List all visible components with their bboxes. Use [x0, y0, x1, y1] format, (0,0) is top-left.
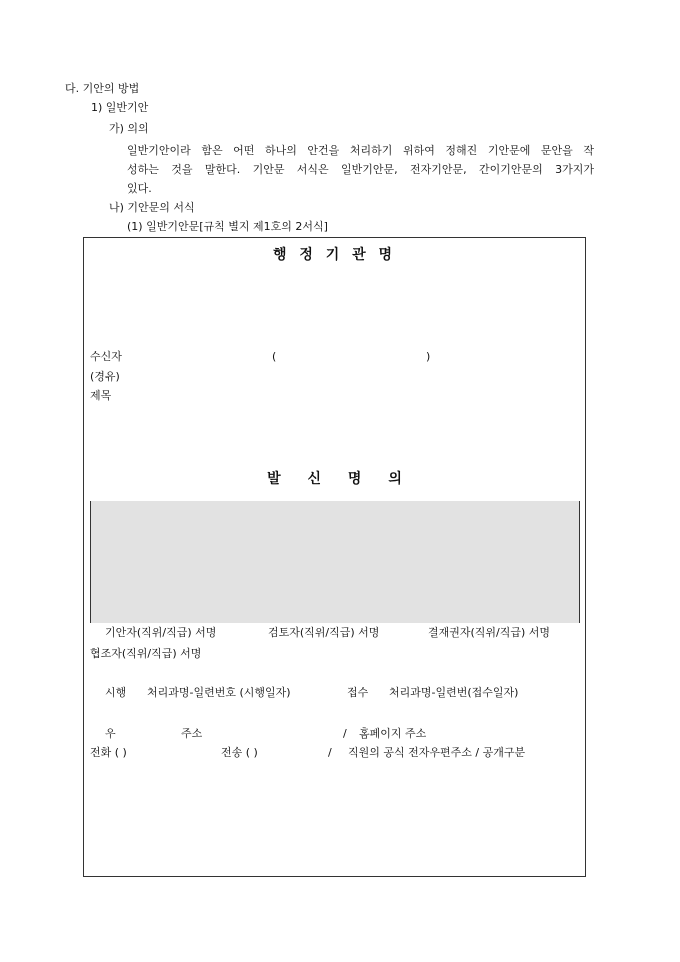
- receipt-label: 접수: [347, 686, 369, 699]
- phone-label: 전화 ( ): [90, 746, 127, 759]
- homepage-label: 홈페이지 주소: [359, 727, 427, 740]
- item-heading-na: 나) 기안문의 서식: [109, 201, 195, 214]
- contact-slash: /: [328, 746, 332, 759]
- via-label: (경유): [90, 370, 120, 383]
- definition-paragraph: [127, 141, 594, 198]
- cooperator-signature: 협조자(직위/직급) 서명: [90, 647, 202, 660]
- org-name: 행 정 기 관 명: [272, 247, 397, 263]
- drafter-signature: 기안자(직위/직급) 서명: [105, 626, 217, 639]
- recipient-label: 수신자: [90, 350, 122, 363]
- receipt-value: 처리과명-일련번(접수일자): [389, 686, 519, 699]
- form-caption: (1) 일반기안문[규칙 별지 제1호의 2서식]: [127, 220, 328, 233]
- subject-label: 제목: [90, 389, 112, 402]
- paragraph-line: 일반기안이라 함은 어떤 하나의 안건을 처리하기 위하여 정해진 기안문에 문안을 작: [127, 144, 594, 157]
- enforce-label: 시행: [105, 686, 127, 699]
- recipient-paren-close: ): [426, 350, 431, 363]
- item-heading-ga: 가) 의의: [109, 122, 149, 135]
- reviewer-signature: 검토자(직위/직급) 서명: [268, 626, 380, 639]
- address-slash: /: [343, 727, 347, 740]
- address-label: 주소: [181, 727, 203, 740]
- approver-signature: 결재권자(직위/직급) 서명: [428, 626, 551, 639]
- enforce-value: 처리과명-일련번호 (시행일자): [147, 686, 291, 699]
- sender-name: 발 신 명 의: [267, 471, 402, 487]
- subsection-heading: 1) 일반기안: [91, 101, 149, 114]
- paragraph-line: 성하는 것을 말한다. 기안문 서식은 일반기안문, 전자기안문, 간이기안문의 3가지가: [127, 163, 594, 176]
- signature-area: [90, 501, 580, 623]
- email-label: 직원의 공식 전자우편주소 / 공개구분: [348, 746, 526, 759]
- fax-label: 전송 ( ): [221, 746, 258, 759]
- recipient-paren-open: (: [272, 350, 277, 363]
- draft-form: [83, 237, 586, 877]
- section-heading: 다. 기안의 방법: [65, 82, 140, 95]
- postal-label: 우: [105, 727, 116, 740]
- paragraph-line: 있다.: [127, 182, 152, 195]
